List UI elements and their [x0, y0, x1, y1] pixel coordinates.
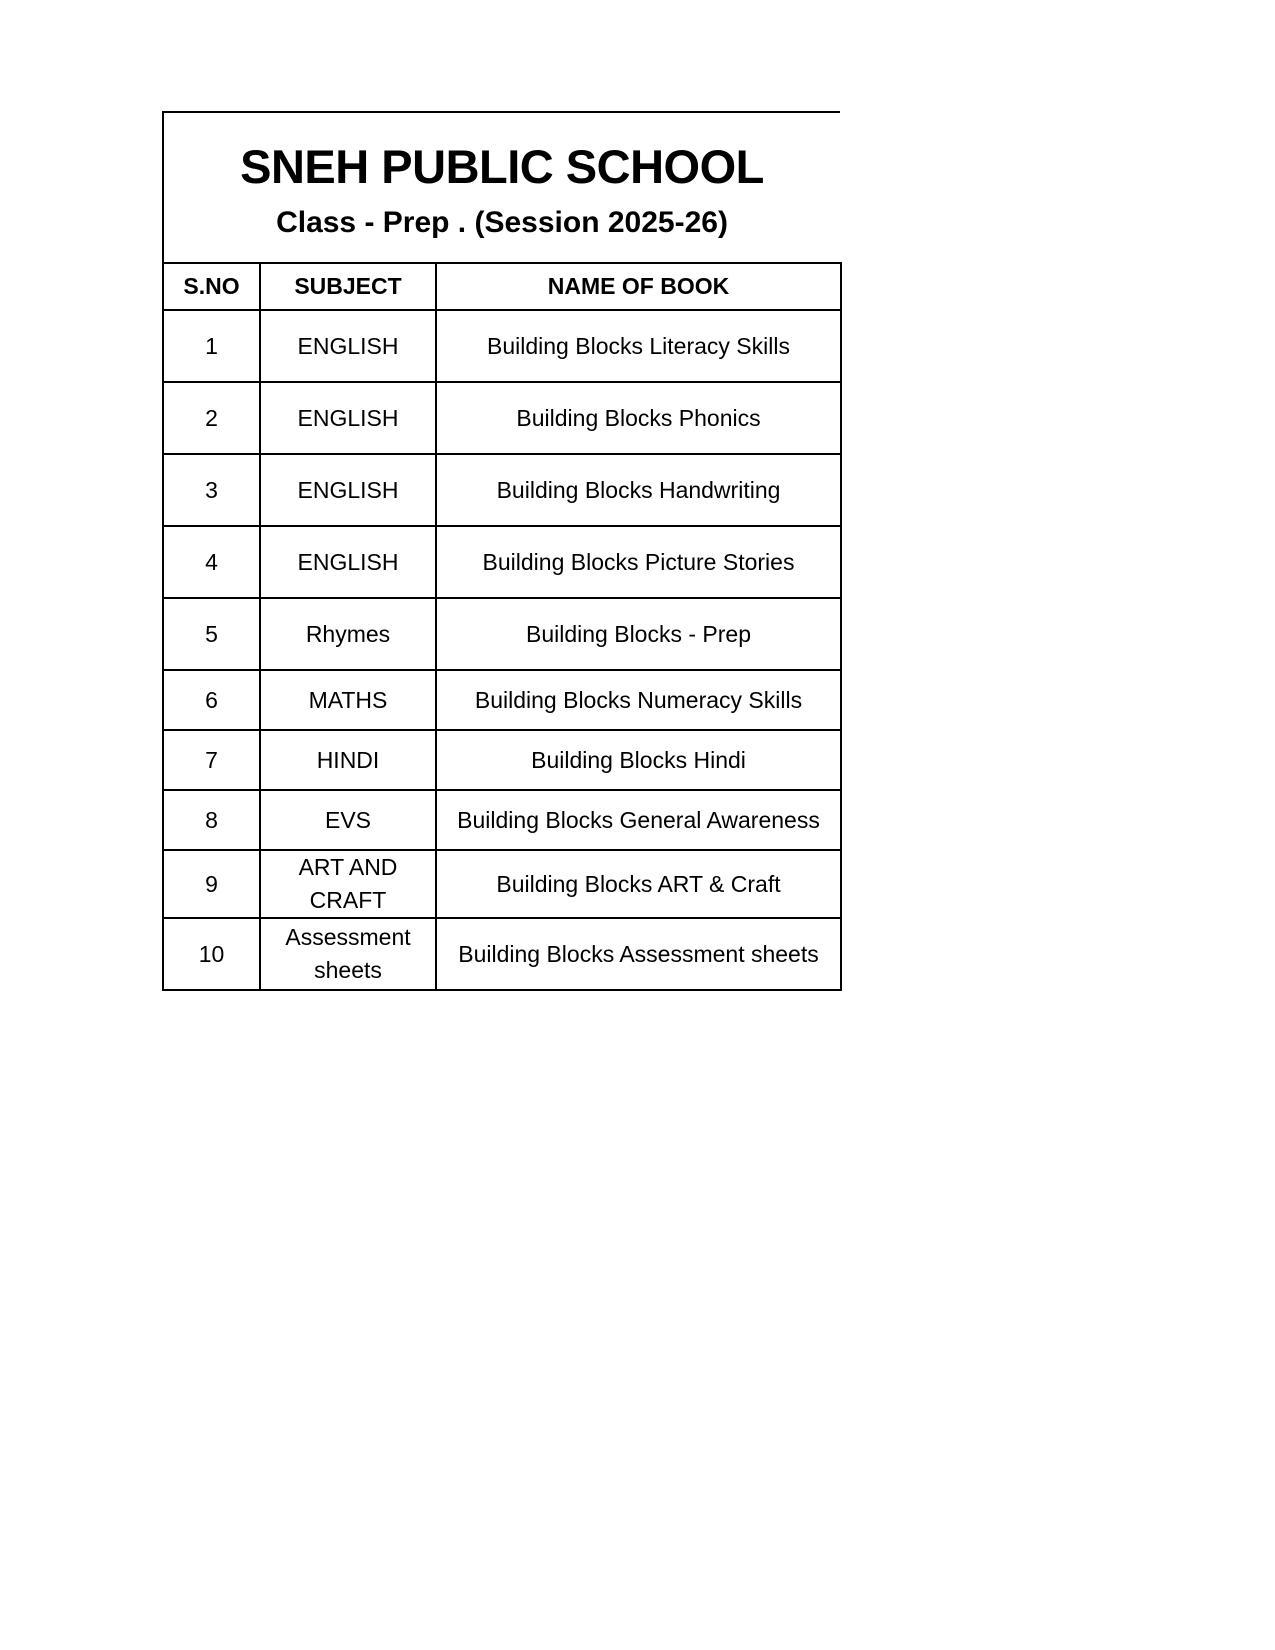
book-cell: Building Blocks - Prep [436, 598, 841, 670]
subject-cell: ART AND CRAFT [260, 850, 436, 918]
subject-cell: ENGLISH [260, 382, 436, 454]
subject-cell: MATHS [260, 670, 436, 730]
table-row [163, 598, 841, 670]
book-cell: Building Blocks ART & Craft [436, 850, 841, 918]
table-row [163, 310, 841, 382]
book-cell: Building Blocks Hindi [436, 730, 841, 790]
book-cell: Building Blocks Picture Stories [436, 526, 841, 598]
table-row [163, 526, 841, 598]
subject-cell: Rhymes [260, 598, 436, 670]
sno-cell: 2 [163, 382, 260, 454]
subject-cell: Assessment sheets [260, 918, 436, 990]
table-row [163, 670, 841, 730]
sno-cell: 3 [163, 454, 260, 526]
school-name: SNEH PUBLIC SCHOOL [240, 140, 764, 193]
subject-cell: EVS [260, 790, 436, 850]
subject-cell: ENGLISH [260, 310, 436, 382]
sno-cell: 10 [163, 918, 260, 990]
book-list-sheet [162, 111, 840, 991]
subject-cell: ENGLISH [260, 454, 436, 526]
column-header-book: NAME OF BOOK [436, 263, 841, 310]
sno-cell: 8 [163, 790, 260, 850]
subject-cell: ENGLISH [260, 526, 436, 598]
book-cell: Building Blocks Handwriting [436, 454, 841, 526]
sno-cell: 5 [163, 598, 260, 670]
book-cell: Building Blocks General Awareness [436, 790, 841, 850]
table-row [163, 790, 841, 850]
table-row [163, 850, 841, 918]
subject-cell: HINDI [260, 730, 436, 790]
column-header-subject: SUBJECT [260, 263, 436, 310]
book-list-table [162, 262, 842, 991]
class-session: Class - Prep . (Session 2025-26) [276, 206, 728, 239]
book-cell: Building Blocks Literacy Skills [436, 310, 841, 382]
sno-cell: 9 [163, 850, 260, 918]
table-row [163, 382, 841, 454]
table-row [163, 918, 841, 990]
column-header-sno: S.NO [163, 263, 260, 310]
title-block [162, 111, 840, 262]
table-row [163, 454, 841, 526]
table-header-row [163, 263, 841, 310]
sno-cell: 6 [163, 670, 260, 730]
book-cell: Building Blocks Phonics [436, 382, 841, 454]
book-cell: Building Blocks Assessment sheets [436, 918, 841, 990]
sno-cell: 7 [163, 730, 260, 790]
book-cell: Building Blocks Numeracy Skills [436, 670, 841, 730]
table-row [163, 730, 841, 790]
sno-cell: 4 [163, 526, 260, 598]
sno-cell: 1 [163, 310, 260, 382]
